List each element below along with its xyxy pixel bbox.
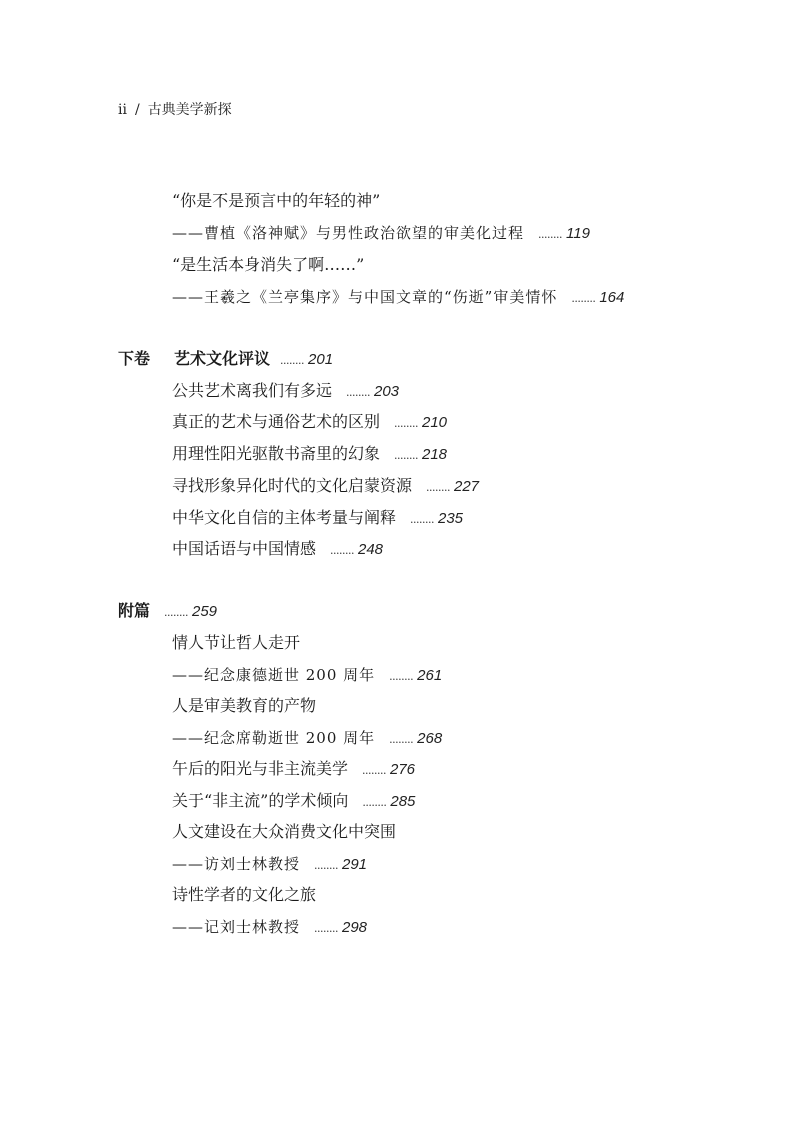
toc-entry[interactable]: [172, 695, 316, 717]
toc-page-number: 164: [599, 289, 625, 306]
toc-entry[interactable]: [172, 821, 396, 843]
leader-dots: ........: [394, 417, 418, 430]
toc-entry[interactable]: [172, 538, 383, 562]
leader-dots: ........: [571, 292, 596, 305]
toc-page-number: 261: [417, 667, 443, 684]
toc-entry[interactable]: [172, 727, 442, 751]
toc-entry[interactable]: [172, 443, 447, 467]
toc-entry-title: 诗性学者的文化之旅: [172, 885, 317, 904]
toc-entry-title: “你是不是预言中的年轻的神”: [172, 191, 381, 210]
toc-entry-subtitle: ——曹植《洛神赋》与男性政治欲望的审美化过程: [172, 224, 525, 242]
toc-entry[interactable]: [172, 222, 590, 246]
toc-entry[interactable]: [172, 254, 364, 276]
toc-entry-title: “是生活本身消失了啊……”: [172, 255, 365, 274]
toc-page-number: 268: [417, 730, 443, 747]
toc-entry[interactable]: [172, 632, 300, 654]
toc-entry-subtitle: ——纪念席勒逝世 200 周年: [172, 729, 376, 747]
toc-page-number: 259: [192, 603, 218, 620]
toc-entry-title: 真正的艺术与通俗艺术的区别: [172, 412, 381, 431]
running-header: [118, 100, 232, 120]
toc-entry[interactable]: [172, 411, 447, 435]
toc-page-number: 235: [438, 510, 464, 527]
section-heading-xiajuan[interactable]: [118, 348, 333, 372]
toc-page-number: 285: [390, 793, 416, 810]
toc-entry[interactable]: [172, 380, 399, 404]
toc-entry[interactable]: [172, 190, 380, 212]
section-label: 附篇: [118, 601, 151, 620]
toc-entry[interactable]: [172, 916, 367, 940]
section-heading-fupian[interactable]: [118, 600, 217, 624]
toc-entry-subtitle: ——王羲之《兰亭集序》与中国文章的“伤逝”审美情怀: [172, 288, 558, 306]
toc-entry[interactable]: [172, 853, 367, 877]
toc-entry[interactable]: [172, 475, 479, 499]
header-separator: /: [134, 102, 140, 118]
leader-dots: ........: [346, 386, 370, 399]
toc-entry-title: 公共艺术离我们有多远: [172, 381, 333, 400]
toc-entry-title: 寻找形象异化时代的文化启蒙资源: [172, 476, 413, 495]
toc-entry[interactable]: [172, 884, 316, 906]
toc-entry-title: 情人节让哲人走开: [172, 633, 301, 652]
leader-dots: ........: [389, 733, 414, 746]
leader-dots: ........: [394, 449, 418, 462]
leader-dots: ........: [538, 228, 562, 241]
toc-entry[interactable]: [172, 758, 415, 782]
toc-entry-title: 关于“非主流”的学术倾向: [172, 791, 349, 810]
leader-dots: ........: [330, 544, 354, 557]
section-label: 下卷: [118, 349, 151, 368]
toc-entry-subtitle: ——访刘士林教授: [172, 855, 301, 873]
toc-page-number: 203: [374, 383, 400, 400]
toc-entry[interactable]: [172, 507, 463, 531]
toc-page-number: 218: [422, 446, 448, 463]
page-number: ii: [118, 102, 127, 118]
book-title: 古典美学新探: [147, 102, 232, 118]
toc-entry-title: 午后的阳光与非主流美学: [172, 759, 349, 778]
leader-dots: ........: [314, 859, 338, 872]
toc-page-number: 201: [308, 351, 334, 368]
section-title: 艺术文化评议: [174, 349, 271, 368]
toc-entry[interactable]: [172, 790, 415, 814]
toc-page-number: 291: [342, 856, 368, 873]
leader-dots: ........: [362, 764, 386, 777]
toc-entry[interactable]: [172, 286, 624, 310]
toc-entry-title: 中国话语与中国情感: [172, 539, 317, 558]
leader-dots: ........: [389, 670, 414, 683]
toc-entry-title: 用理性阳光驱散书斋里的幻象: [172, 444, 381, 463]
toc-entry-subtitle: ——记刘士林教授: [172, 918, 301, 936]
leader-dots: ........: [164, 606, 188, 619]
toc-entry-title: 中华文化自信的主体考量与阐释: [172, 508, 397, 527]
toc-entry-subtitle: ——纪念康德逝世 200 周年: [172, 666, 376, 684]
toc-page-number: 276: [390, 761, 416, 778]
toc-page-number: 210: [422, 414, 448, 431]
leader-dots: ........: [314, 922, 338, 935]
toc-page-number: 227: [454, 478, 480, 495]
toc-page-number: 298: [342, 919, 368, 936]
leader-dots: ........: [410, 513, 434, 526]
leader-dots: ........: [280, 354, 305, 367]
toc-page-number: 248: [358, 541, 384, 558]
leader-dots: ........: [426, 481, 450, 494]
toc-entry[interactable]: [172, 664, 442, 688]
toc-entry-title: 人是审美教育的产物: [172, 696, 317, 715]
toc-entry-title: 人文建设在大众消费文化中突围: [172, 822, 397, 841]
leader-dots: ........: [362, 796, 387, 809]
toc-page-number: 119: [566, 225, 590, 242]
